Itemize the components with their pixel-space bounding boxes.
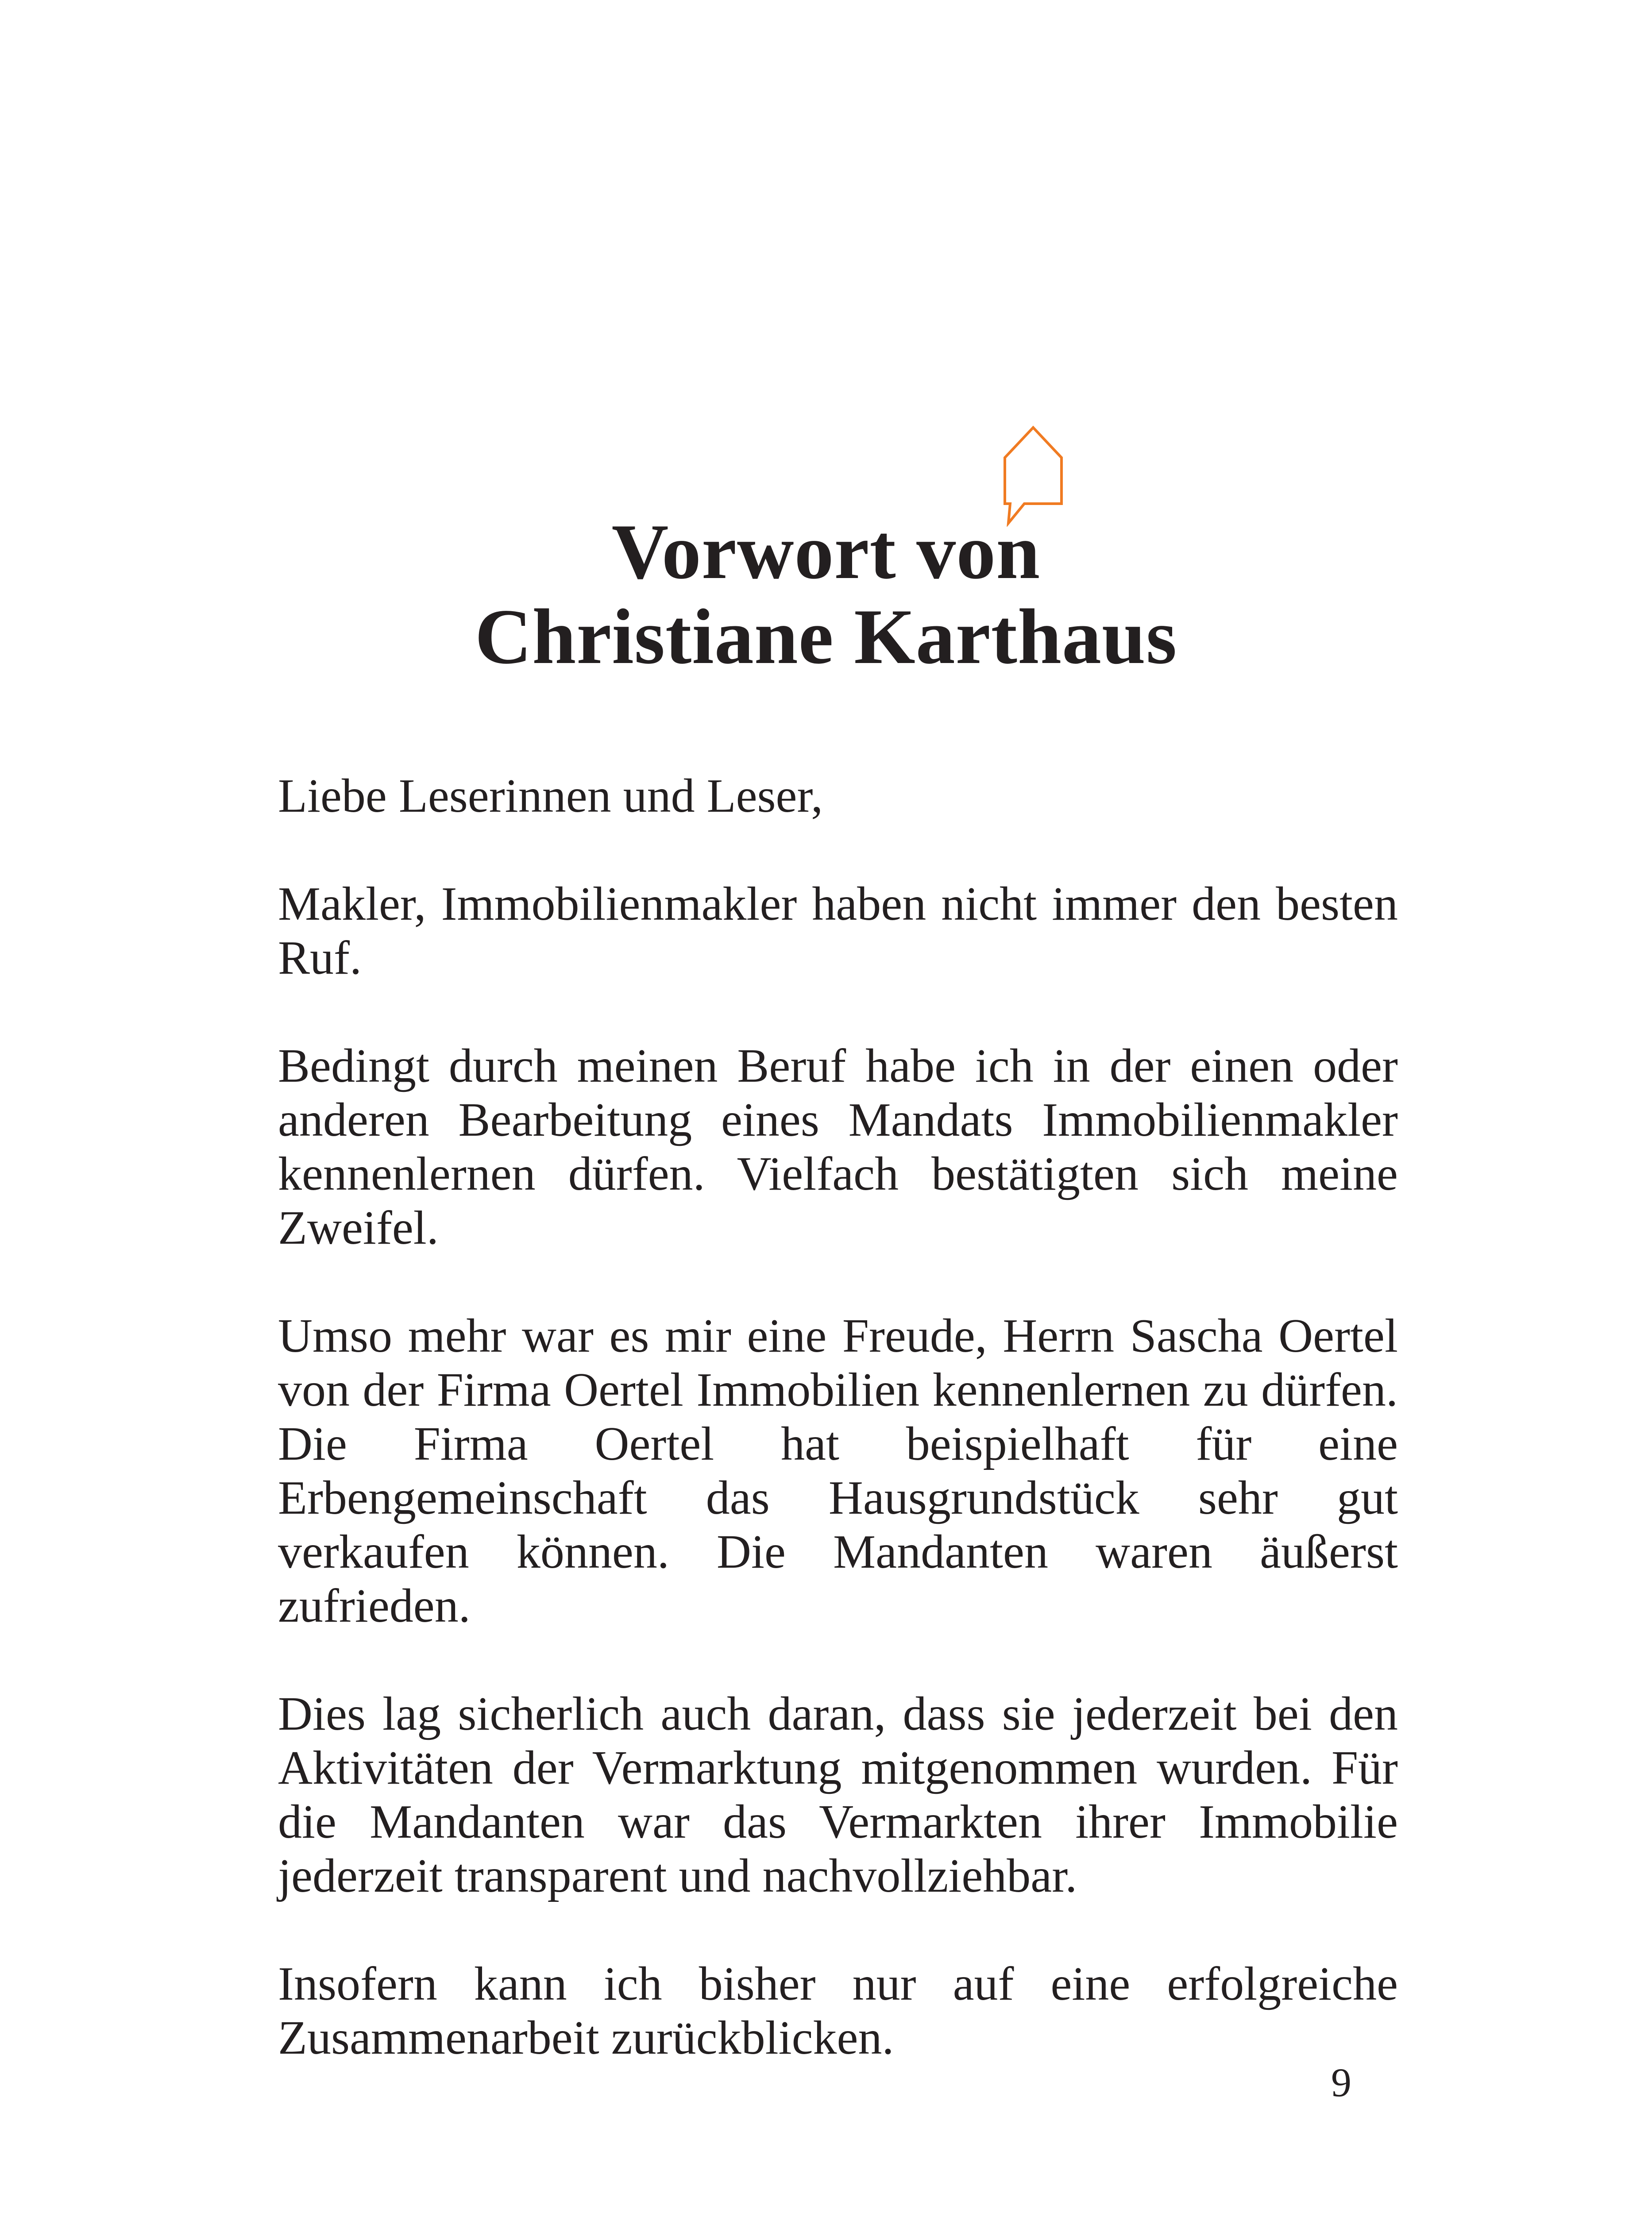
paragraph: Insofern kann ich bisher nur auf eine erfolgreiche Zusammenarbeit zurückblicken. xyxy=(278,1958,1398,2064)
title-line-1: Vorwort von xyxy=(611,508,1041,595)
paragraph: Makler, Immobilienmakler haben nicht immer den besten Ruf. xyxy=(278,878,1398,984)
paragraph: Umso mehr war es mir eine Freude, Herrn Sascha Oertel von der Firma Oertel Immobilien kennenlernen zu dürfen. Die Firma Oertel hat beispielhaft für eine Erbengemeinschaft das Hausgrundstück sehr gut verkaufen können. Die Mandanten waren äußerst zufrieden. xyxy=(278,1310,1398,1632)
title-line-2: Christiane Karthaus xyxy=(475,593,1177,680)
foreword-body xyxy=(278,769,1398,2119)
paragraph: Dies lag sicherlich auch daran, dass sie jederzeit bei den Aktivitäten der Vermarktung mitgenommen wurden. Für die Mandanten war das Vermarkten ihrer Immobilie jederzeit transparent und nachvollziehbar. xyxy=(278,1688,1398,1902)
page-number: 9 xyxy=(1331,2060,1351,2105)
salutation: Liebe Leserinnen und Leser, xyxy=(278,770,823,822)
page-title xyxy=(0,509,1652,679)
paragraph: Bedingt durch meinen Beruf habe ich in der einen oder anderen Bearbeitung eines Mandats Immobilienmakler kennenlernen dürfen. Vielfach bestätigten sich meine Zweifel. xyxy=(278,1040,1398,1254)
